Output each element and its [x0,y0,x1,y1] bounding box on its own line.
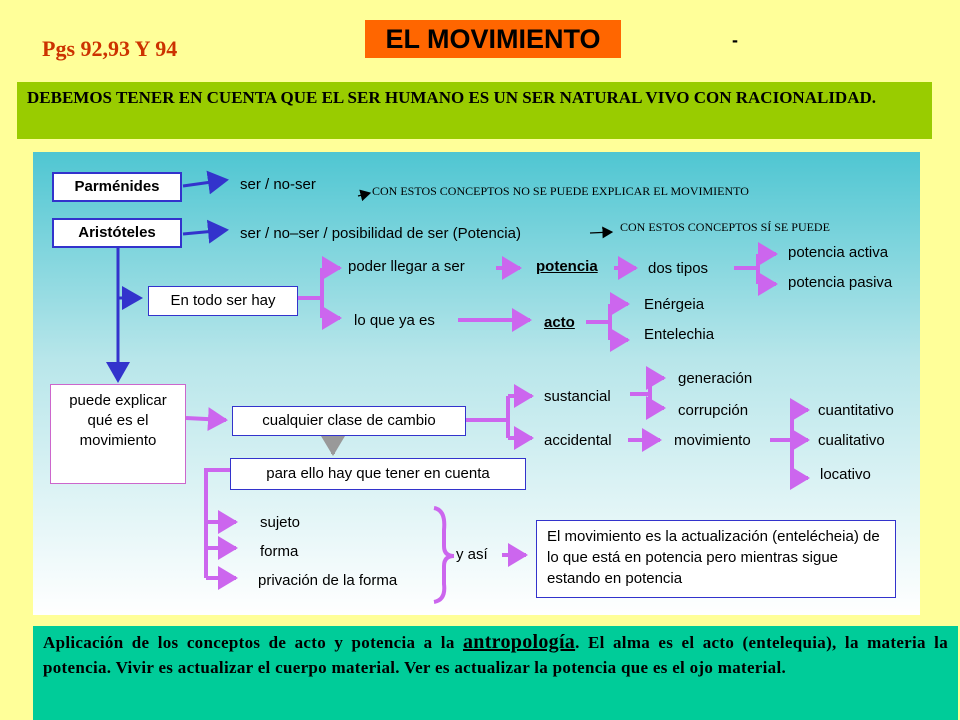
privacion-label: privación de la forma [258,572,398,589]
parmenides-concept: ser / no-ser [240,176,316,193]
cualquier-cambio-box: cualquier clase de cambio [232,406,466,436]
para-ello-box: para ello hay que tener en cuenta [230,458,526,490]
parmenides-box: Parménides [52,172,182,202]
sustancial-label: sustancial [544,388,611,405]
footer-application-text [33,626,958,720]
sujeto-label: sujeto [260,514,301,531]
footer-text-part1: Aplicación de los conceptos de acto y potencia a la [43,633,463,652]
footer-text-part2: . El alma es el acto (entelequia), la materia la potencia. Vivir es actualizar el cuerpo material. Ver es actualizar la potencia que es el ojo material. [43,633,948,677]
main-title: EL MOVIMIENTO [365,20,621,58]
poder-llegar-label: poder llegar a ser [348,258,465,275]
corrupcion-label: corrupción [678,402,749,419]
parmenides-note: CON ESTOS CONCEPTOS NO SE PUEDE EXPLICAR EL MOVIMIENTO [372,184,749,198]
definition-box: El movimiento es la actualización (entelécheia) de lo que está en potencia pero mientras sigue estando en potencia [536,520,896,598]
cualitativo-label: cualitativo [818,432,885,449]
en-todo-ser-box: En todo ser hay [148,286,298,316]
intro-banner: DEBEMOS TENER EN CUENTA QUE EL SER HUMANO ES UN SER NATURAL VIVO CON RACIONALIDAD. [17,82,932,139]
footer-highlight: antropología [462,631,576,653]
acto-label: acto [544,314,575,331]
puede-explicar-box: puede explicar qué es el movimiento [50,384,186,484]
aristoteles-box: Aristóteles [52,218,182,248]
y-asi-label: y así [456,546,488,563]
locativo-label: locativo [820,466,871,483]
potencia-label: potencia [536,258,598,275]
potencia-pasiva-label: potencia pasiva [788,274,893,291]
page-reference: Pgs 92,93 Y 94 [42,36,178,61]
entelechia-label: Entelechia [644,326,715,343]
forma-label: forma [260,543,299,560]
accidental-label: accidental [544,432,612,449]
aristoteles-concept: ser / no–ser / posibilidad de ser (Potencia) [240,225,521,242]
energeia-label: Enérgeia [644,296,705,313]
potencia-activa-label: potencia activa [788,244,889,261]
cuantitativo-label: cuantitativo [818,402,894,419]
aristoteles-note: CON ESTOS CONCEPTOS SÍ SE PUEDE [620,220,830,234]
title-dot: - [732,30,738,50]
lo-que-ya-es-label: lo que ya es [354,312,435,329]
movimiento-label: movimiento [674,432,751,449]
dos-tipos-label: dos tipos [648,260,709,277]
generacion-label: generación [678,370,753,387]
